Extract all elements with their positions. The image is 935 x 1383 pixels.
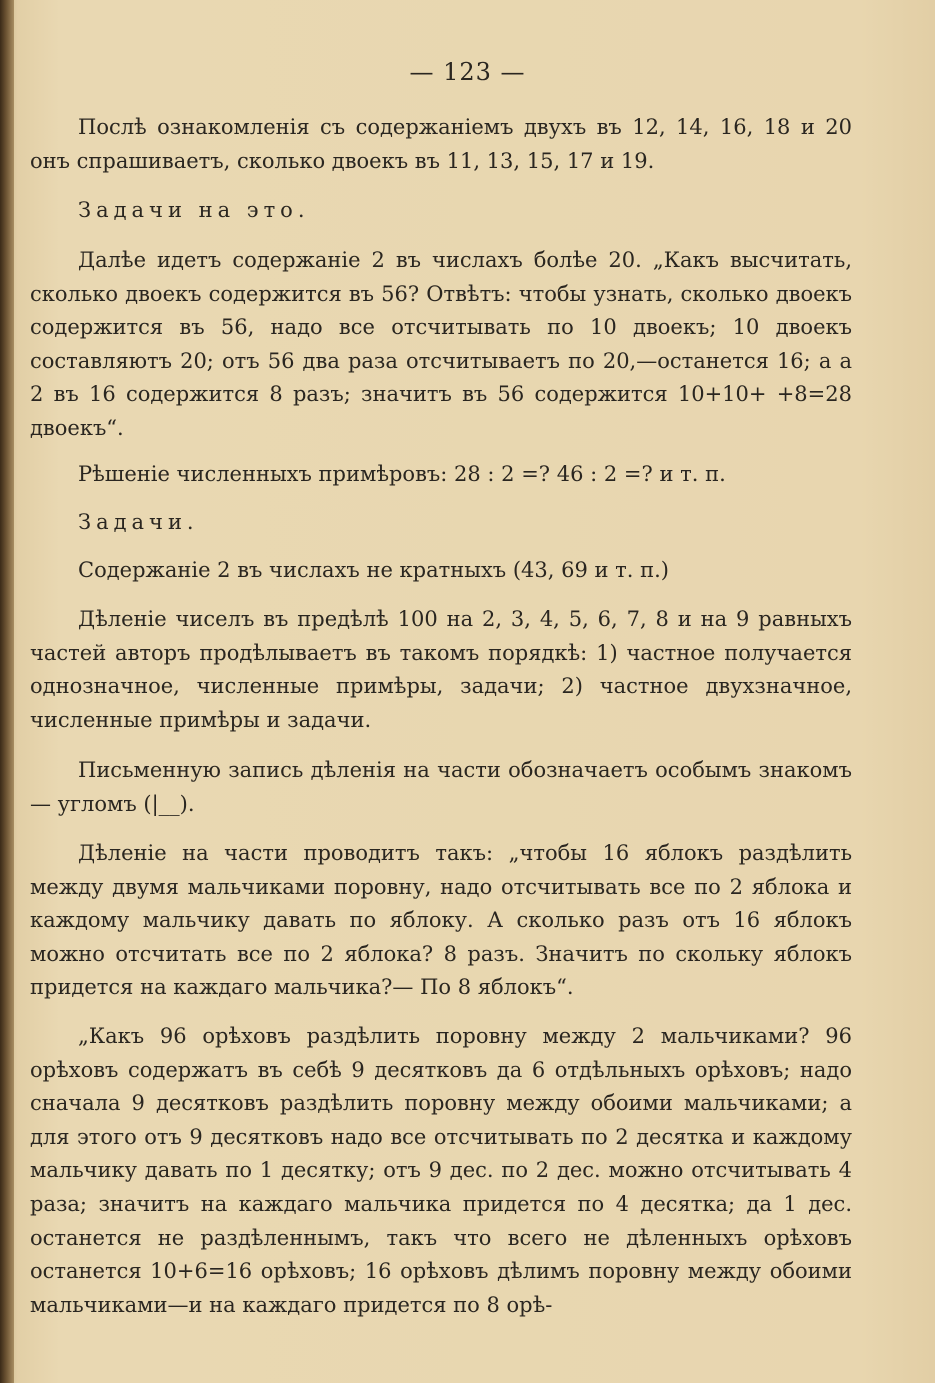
paragraph-text: Дѣленіе на части проводитъ такъ: „чтобы 16 яблокъ раздѣлить между двумя мальчиками поровну, надо отсчитывать все по 2 яблока и каждому мальчику давать по яблоку. А сколько разъ отъ 16 яблокъ можно отсчитать все по 2 яблока? 8 разъ. Значитъ по скольку яблокъ придется на каждаго мальчика?— По 8 яблокъ“. <box>30 841 852 1000</box>
paragraph-6 <box>30 554 852 588</box>
paragraph-text: Содержаніе 2 въ числахъ не кратныхъ (43, 69 и т. п.) <box>78 558 670 582</box>
paragraph-text: Послѣ ознакомленія съ содержаніемъ двухъ въ 12, 14, 16, 18 и 20 онъ спрашиваетъ, сколько двоекъ въ 11, 13, 15, 17 и 19. <box>30 115 852 173</box>
paragraph-4 <box>30 458 852 492</box>
paragraph-10 <box>30 1020 852 1322</box>
paragraph-7 <box>30 603 852 737</box>
paragraph-text: Рѣшеніе численныхъ примѣровъ: 28 : 2 =? 46 : 2 =? и т. п. <box>78 462 726 486</box>
book-spine-edge <box>0 0 14 1383</box>
section-heading: Задачи на это. <box>78 198 310 222</box>
paragraph-2-heading <box>30 194 852 228</box>
paragraph-text: Дѣленіе чиселъ въ предѣлѣ 100 на 2, 3, 4, 5, 6, 7, 8 и на 9 равныхъ частей авторъ продѣлываетъ въ такомъ порядкѣ: 1) частное получается однозначное, численные примѣры, задачи; 2) частное двухзначное, численные примѣры и задачи. <box>30 607 852 732</box>
paragraph-text: „Какъ 96 орѣховъ раздѣлить поровну между 2 мальчиками? 96 орѣховъ содержатъ въ себѣ 9 десятковъ да 6 отдѣльныхъ орѣховъ; надо сначала 9 десятковъ раздѣлить поровну между обоими мальчиками; а для этого отъ 9 десятковъ надо все отсчитывать по 2 десятка и каждому мальчику давать по 1 десятку; отъ 9 дес. по 2 дес. можно отсчитывать 4 раза; значитъ на каждаго мальчика придется по 4 десятка; да 1 дес. останется не раздѣленнымъ, такъ что всего не дѣленныхъ орѣховъ останется 10+6=16 орѣховъ; 16 орѣховъ дѣлимъ поровну между обоими мальчиками—и на каждаго придется по 8 орѣ- <box>30 1024 852 1317</box>
paragraph-3 <box>30 244 852 446</box>
page-number: — 123 — <box>409 58 526 86</box>
paragraph-text: Письменную запись дѣленія на части обозначаетъ особымъ знакомъ — угломъ (|__). <box>30 758 852 816</box>
section-heading: Задачи. <box>78 510 199 534</box>
paragraph-8 <box>30 754 852 821</box>
paragraph-text: Далѣе идетъ содержаніе 2 въ числахъ болѣе 20. „Какъ высчитать, сколько двоекъ содержится въ 56? Отвѣтъ: чтобы узнать, сколько двоекъ содержится въ 56, надо все отсчитывать по 10 двоекъ; 10 двоекъ составляютъ 20; отъ 56 два раза отсчитываетъ по 20,—останется 16; а а 2 въ 16 содержится 8 разъ; значитъ въ 56 содержится 10+10+ +8=28 двоекъ“. <box>30 248 852 440</box>
paragraph-1 <box>30 111 852 178</box>
paragraph-9 <box>30 837 852 1005</box>
paragraph-5-heading <box>30 506 852 540</box>
